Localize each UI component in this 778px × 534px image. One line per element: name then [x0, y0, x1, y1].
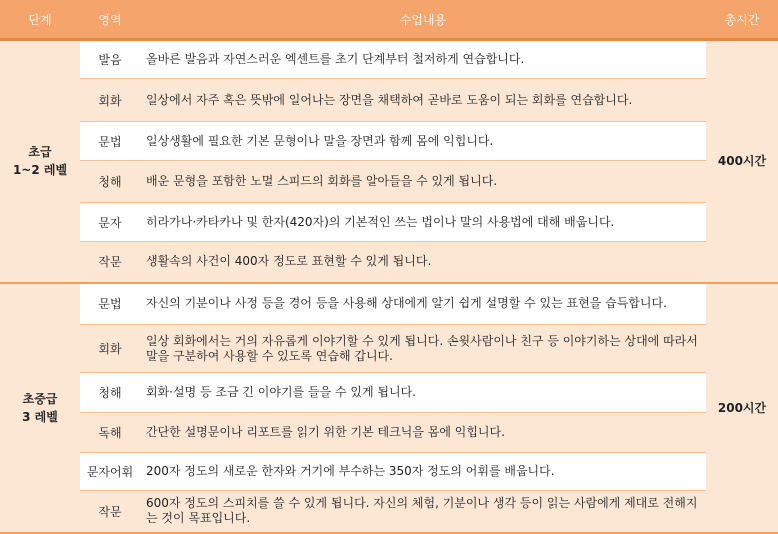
- area-cell: 작문: [80, 242, 140, 283]
- area-cell: 회화: [80, 79, 140, 122]
- desc-cell: 올바른 발음과 자연스러운 엑센트를 초기 단계부터 철저하게 연습합니다.: [140, 40, 706, 79]
- table-row: [0, 453, 778, 491]
- table-row: [0, 283, 778, 325]
- header-level: 단계: [0, 0, 80, 40]
- area-cell: 청해: [80, 161, 140, 203]
- area-cell: 작문: [80, 491, 140, 533]
- desc-cell: 배운 문형을 포함한 노멀 스피드의 회화를 알아들을 수 있게 됩니다.: [140, 161, 706, 203]
- table-row: [0, 161, 778, 203]
- desc-cell: 일상에서 자주 혹은 뜻밖에 일어나는 장면을 채택하여 곧바로 도움이 되는 회화를 연습합니다.: [140, 79, 706, 122]
- hours-cell-beginner: 400시간: [706, 40, 778, 283]
- table-row: [0, 413, 778, 453]
- area-cell: 회화: [80, 325, 140, 373]
- area-cell: 문법: [80, 283, 140, 325]
- table-row: [0, 242, 778, 283]
- area-cell: 문법: [80, 122, 140, 161]
- desc-cell: 회화·설명 등 조금 긴 이야기를 들을 수 있게 됩니다.: [140, 373, 706, 413]
- level-cell-beginner: 초급 1~2 레벨: [0, 40, 80, 283]
- desc-cell: 자신의 기분이나 사정 등을 경어 등을 사용해 상대에게 알기 쉽게 설명할 수 있는 표현을 습득합니다.: [140, 283, 706, 325]
- area-cell: 문자: [80, 203, 140, 242]
- table-row: [0, 122, 778, 161]
- table-row: [0, 40, 778, 79]
- header-row: [0, 0, 778, 40]
- level-cell-lower-intermediate: 초중급 3 레벨: [0, 283, 80, 533]
- area-cell: 청해: [80, 373, 140, 413]
- area-cell: 발음: [80, 40, 140, 79]
- header-hours: 총시간: [706, 0, 778, 40]
- desc-cell: 200자 정도의 새로운 한자와 거기에 부수하는 350자 정도의 어휘를 배웁니다.: [140, 453, 706, 491]
- area-cell: 문자어휘: [80, 453, 140, 491]
- area-cell: 독해: [80, 413, 140, 453]
- desc-cell: 간단한 설명문이나 리포트를 읽기 위한 기본 테크닉을 몸에 익힙니다.: [140, 413, 706, 453]
- table-row: [0, 491, 778, 533]
- desc-cell: 600자 정도의 스피치를 쓸 수 있게 됩니다. 자신의 체험, 기분이나 생각 등이 읽는 사람에게 제대로 전해지는 것이 목표입니다.: [140, 491, 706, 533]
- table-row: [0, 325, 778, 373]
- desc-cell: 히라가나·카타카나 및 한자(420자)의 기본적인 쓰는 법이나 말의 사용법에 대해 배웁니다.: [140, 203, 706, 242]
- desc-cell: 생활속의 사건이 400자 정도로 표현할 수 있게 됩니다.: [140, 242, 706, 283]
- header-content: 수업내용: [140, 0, 706, 40]
- table-row: [0, 79, 778, 122]
- hours-cell-lower-intermediate: 200시간: [706, 283, 778, 533]
- table-row: [0, 373, 778, 413]
- table-row: [0, 203, 778, 242]
- header-area: 영역: [80, 0, 140, 40]
- desc-cell: 일상 회화에서는 거의 자유롭게 이야기할 수 있게 됩니다. 손윗사람이나 친구 등 이야기하는 상대에 따라서 말을 구분하여 사용할 수 있도록 연습해 갑니다.: [140, 325, 706, 373]
- desc-cell: 일상생활에 필요한 기본 문형이나 말을 장면과 함께 몸에 익힙니다.: [140, 122, 706, 161]
